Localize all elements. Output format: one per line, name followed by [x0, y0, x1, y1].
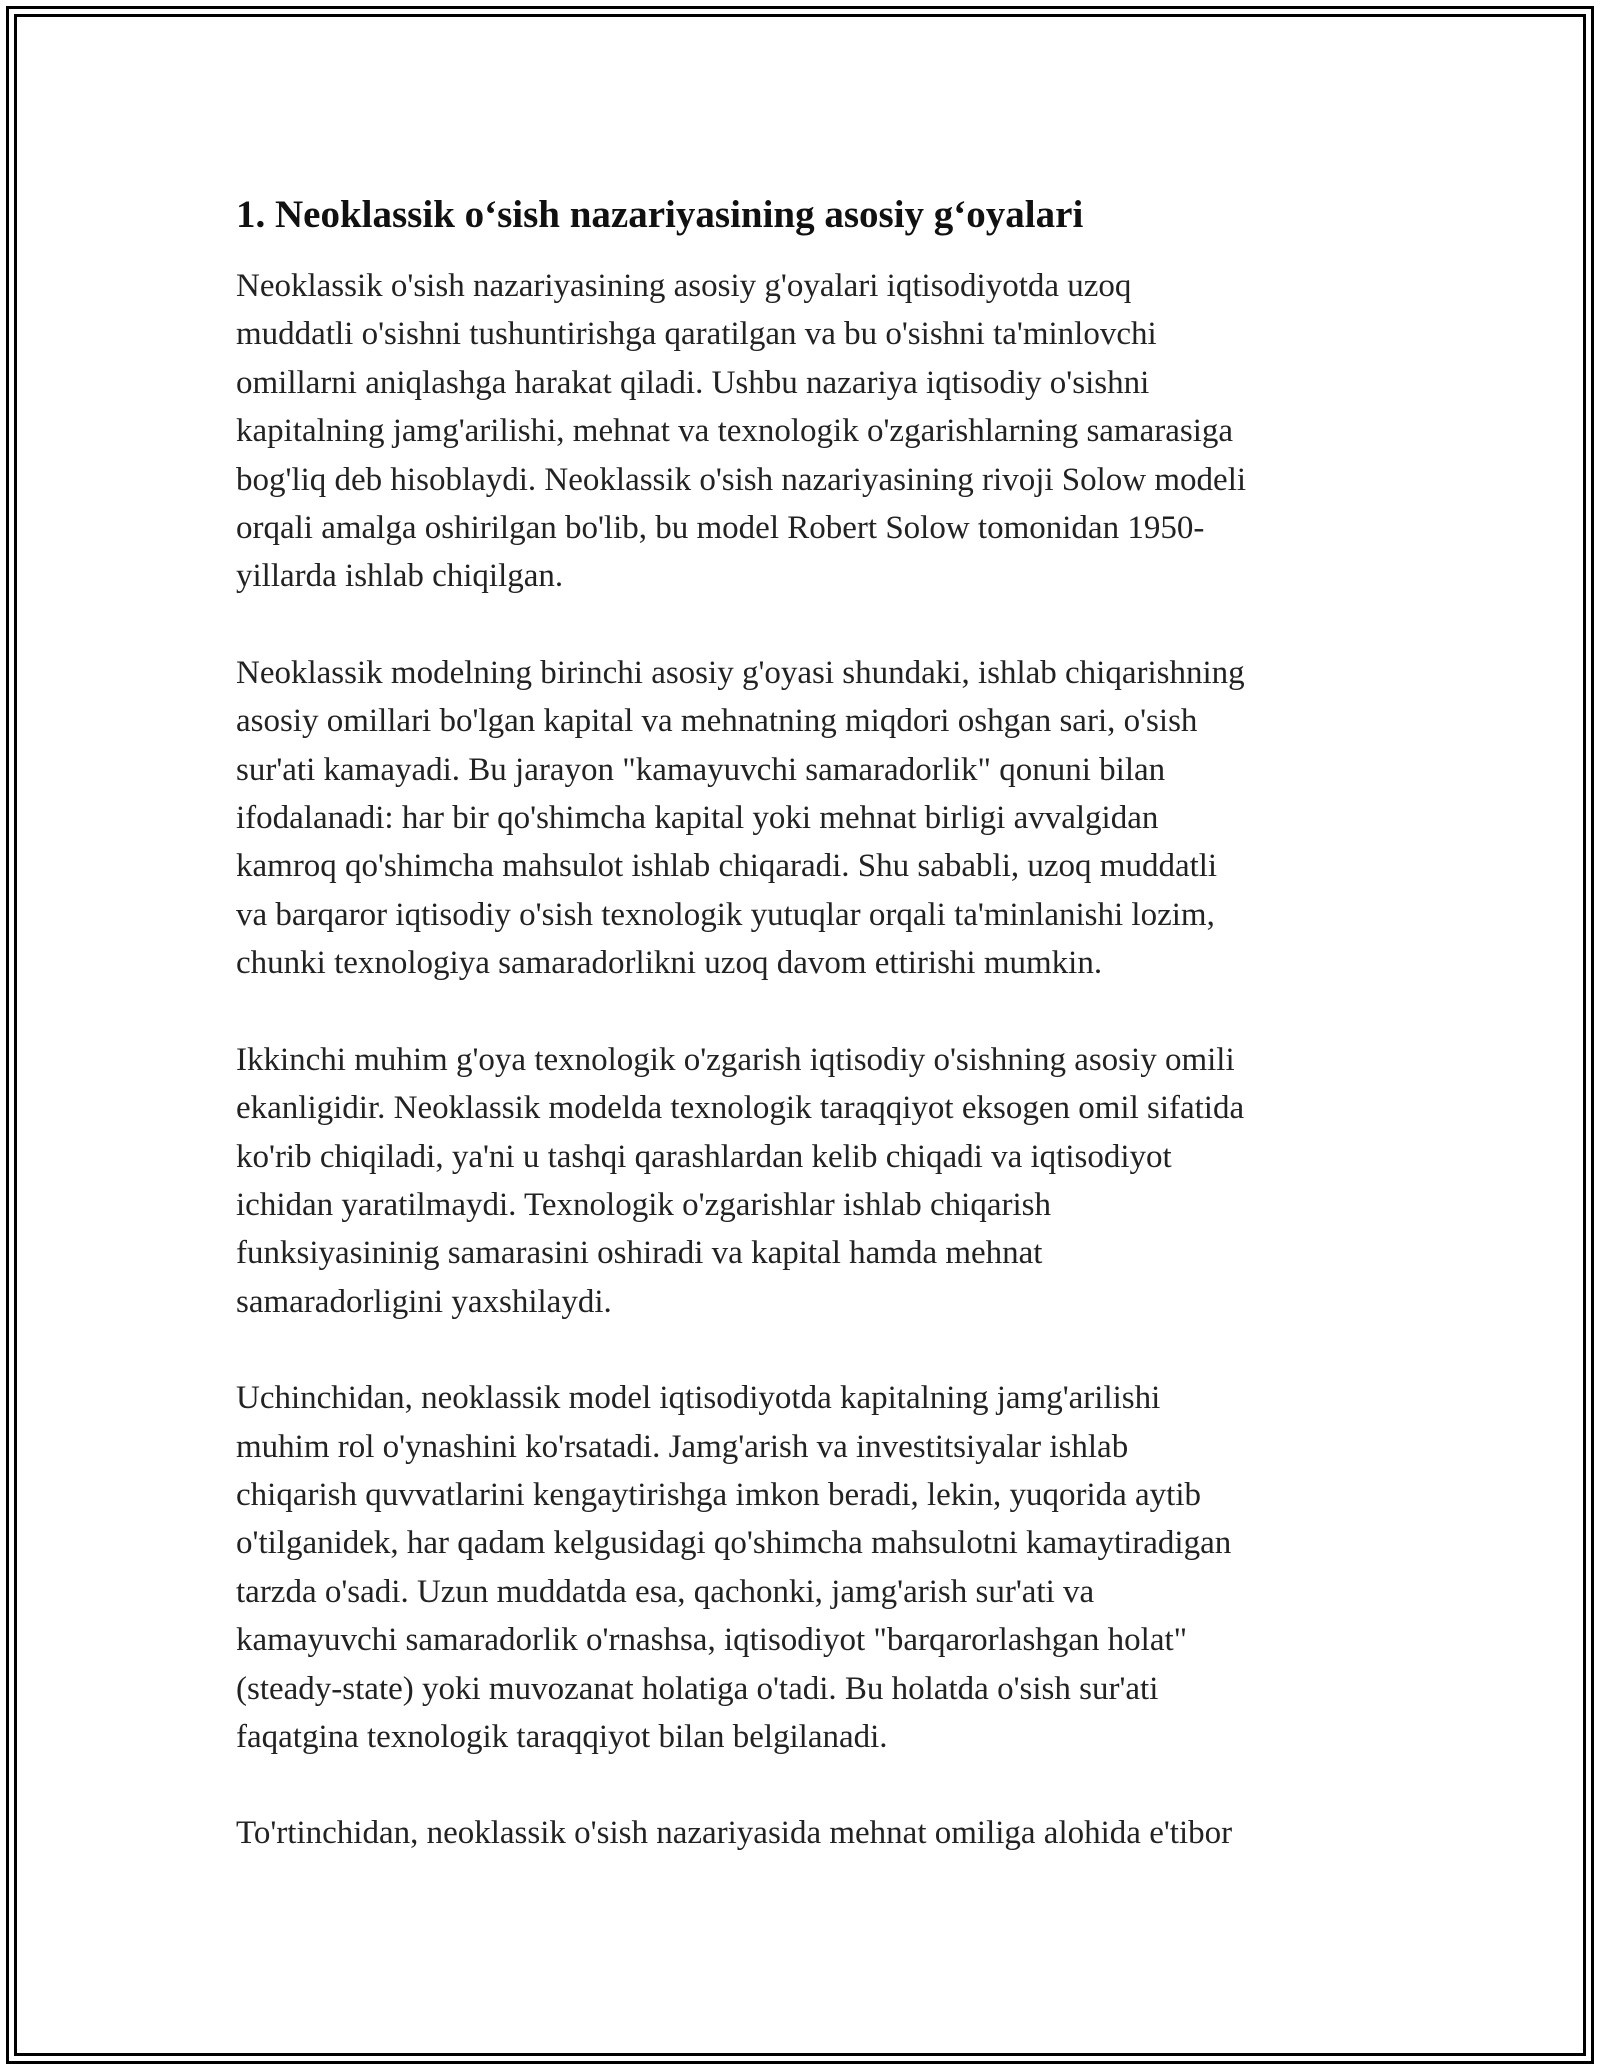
document-body — [236, 184, 1376, 1858]
paragraph-3: Ikkinchi muhim g'oya texnologik o'zgarish iqtisodiy o'sishning asosiy omili ekanligidir. Neoklassik modelda texnologik taraqqiyot eksogen omil sifatida ko'rib chiqiladi, ya'ni u tashqi qarashlardan kelib chiqadi va iqtisodiyot ichidan yaratilmaydi. Texnologik o'zgarishlar ishlab chiqarish funksiyasininig samarasini oshiradi va kapital hamda mehnat samaradorligini yaxshilaydi. — [236, 1041, 1245, 1320]
paragraph-5: To'rtinchidan, neoklassik o'sish nazariyasida mehnat omiliga alohida e'tibor — [236, 1815, 1233, 1852]
paragraph-4: Uchinchidan, neoklassik model iqtisodiyotda kapitalning jamg'arilishi muhim rol o'ynashini ko'rsatadi. Jamg'arish va investitsiyalar ishlab chiqarish quvvatlarini kengaytirishga imkon beradi, lekin, yuqorida aytib o'tilganidek, har qadam kelgusidagi qo'shimcha mahsulotni kamaytiradigan tarzda o'sadi. Uzun muddatda esa, qachonki, jamg'arish sur'ati va kamayuvchi samaradorlik o'rnashsa, iqtisodiyot "barqarorlashgan holat" (steady-state) yoki muvozanat holatiga o'tadi. Bu holatda o'sish sur'ati faqatgina texnologik taraqqiyot bilan belgilanadi. — [236, 1380, 1232, 1755]
paragraph-2: Neoklassik modelning birinchi asosiy g'oyasi shundaki, ishlab chiqarishning asosiy omillari bo'lgan kapital va mehnatning miqdori oshgan sari, o'sish sur'ati kamayadi. Bu jarayon "kamayuvchi samaradorlik" qonuni bilan ifodalanadi: har bir qo'shimcha kapital yoki mehnat birligi avvalgidan kamroq qo'shimcha mahsulot ishlab chiqaradi. Shu sababli, uzoq muddatli va barqaror iqtisodiy o'sish texnologik yutuqlar orqali ta'minlanishi lozim, chunki texnologiya samaradorlikni uzoq davom ettirishi mumkin. — [236, 654, 1245, 982]
paragraph-1: Neoklassik o'sish nazariyasining asosiy g'oyalari iqtisodiyotda uzoq muddatli o'sishni tushuntirishga qaratilgan va bu o'sishni ta'minlovchi omillarni aniqlashga harakat qiladi. Ushbu nazariya iqtisodiy o'sishni kapitalning jamg'arilishi, mehnat va texnologik o'zgarishlarning samarasiga bog'liq deb hisoblaydi. Neoklassik o'sish nazariyasining rivoji Solow modeli orqali amalga oshirilgan bo'lib, bu model Robert Solow tomonidan 1950- yillarda ishlab chiqilgan. — [236, 268, 1247, 595]
section-heading: 1. Neoklassik o‘sish nazariyasining asosiy g‘oyalari — [236, 193, 1084, 236]
